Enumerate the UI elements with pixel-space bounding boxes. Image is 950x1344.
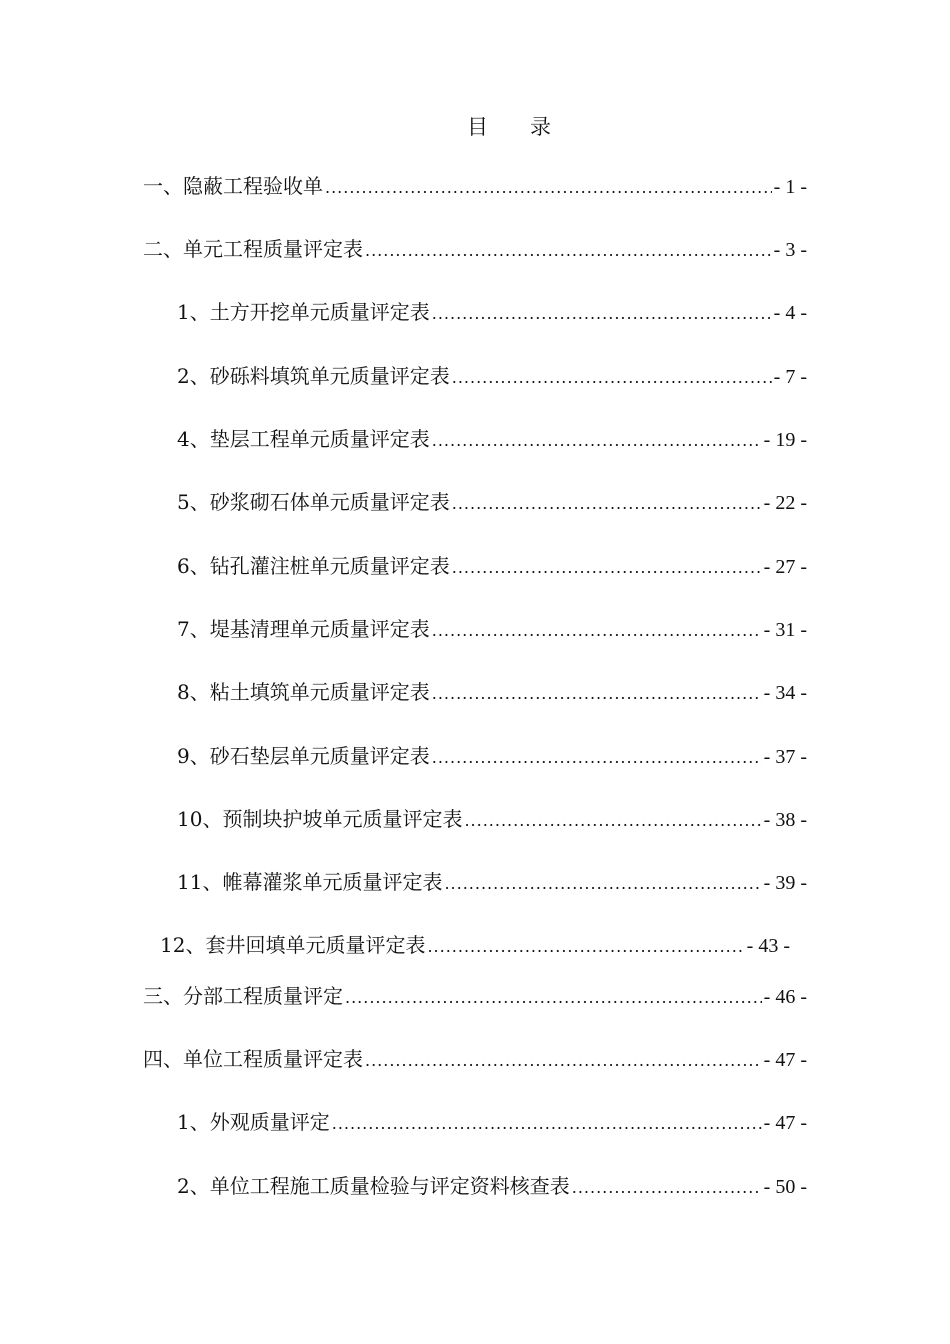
toc-entry-page: - 27 - — [763, 556, 807, 578]
toc-entry-label: 9、砂石垫层单元质量评定表 — [177, 744, 430, 768]
dot-leader — [365, 237, 772, 265]
dot-leader — [432, 744, 762, 772]
dot-leader — [432, 427, 762, 455]
toc-entry-page: - 39 - — [763, 872, 807, 894]
toc-entry-label: 5、砂浆砌石体单元质量评定表 — [177, 490, 450, 514]
toc-entry[interactable] — [143, 982, 807, 1012]
page-title — [0, 111, 950, 141]
page-title-part-2: 录 — [530, 115, 553, 139]
toc-entry-page: - 47 - — [763, 1112, 807, 1134]
toc-entry[interactable] — [177, 362, 807, 392]
toc-entry[interactable] — [177, 742, 807, 772]
toc-entry-label: 三、分部工程质量评定 — [143, 984, 343, 1008]
toc-entry-page: - 4 - — [773, 302, 807, 324]
toc-entry[interactable] — [177, 805, 807, 835]
toc-entry-label: 8、粘土填筑单元质量评定表 — [177, 680, 430, 704]
dot-leader — [332, 1110, 762, 1138]
toc-entry-page: - 46 - — [763, 986, 807, 1008]
toc-entry[interactable] — [143, 1045, 807, 1075]
page-title-part-1: 目 — [467, 115, 490, 139]
toc-entry-label: 11、帷幕灌浆单元质量评定表 — [177, 870, 443, 894]
toc-entry-page: - 50 - — [763, 1176, 807, 1198]
dot-leader — [452, 490, 762, 518]
toc-entry-page: - 34 - — [763, 682, 807, 704]
toc-entry-page: - 37 - — [763, 746, 807, 768]
toc-entry[interactable] — [177, 615, 807, 645]
toc-entry[interactable] — [177, 1172, 807, 1202]
toc-entry[interactable] — [177, 425, 807, 455]
toc-entry-label: 1、外观质量评定 — [177, 1110, 330, 1134]
toc-entry[interactable] — [177, 678, 807, 708]
toc-entry[interactable] — [160, 931, 790, 961]
toc-entry-label: 1、土方开挖单元质量评定表 — [177, 300, 430, 324]
dot-leader — [452, 364, 772, 392]
toc-entry-page: - 19 - — [763, 429, 807, 451]
toc-entry[interactable] — [143, 172, 807, 202]
toc-entry-page: - 3 - — [773, 239, 807, 261]
toc-entry-label: 6、钻孔灌注桩单元质量评定表 — [177, 554, 450, 578]
toc-entry[interactable] — [177, 298, 807, 328]
toc-entry-page: - 7 - — [773, 366, 807, 388]
toc-entry-page: - 22 - — [763, 492, 807, 514]
toc-entry[interactable] — [143, 235, 807, 265]
toc-entry-label: 4、垫层工程单元质量评定表 — [177, 427, 430, 451]
dot-leader — [432, 617, 762, 645]
toc-entry-label: 四、单位工程质量评定表 — [143, 1047, 363, 1071]
toc-entry-label: 2、砂砾料填筑单元质量评定表 — [177, 364, 450, 388]
dot-leader — [427, 933, 744, 961]
dot-leader — [432, 680, 762, 708]
toc-entry[interactable] — [177, 552, 807, 582]
toc-entry-label: 12、套井回填单元质量评定表 — [160, 933, 426, 957]
toc-entry[interactable] — [177, 488, 807, 518]
toc-entry-page: - 43 - — [746, 935, 790, 957]
toc-entry[interactable] — [177, 868, 807, 898]
toc-entry-label: 7、堤基清理单元质量评定表 — [177, 617, 430, 641]
toc-entry[interactable] — [177, 1108, 807, 1138]
toc-entry-page: - 38 - — [763, 809, 807, 831]
toc-entry-label: 2、单位工程施工质量检验与评定资料核查表 — [177, 1174, 570, 1198]
dot-leader — [452, 554, 762, 582]
dot-leader — [345, 984, 762, 1012]
toc-entry-label: 一、隐蔽工程验收单 — [143, 174, 323, 198]
dot-leader — [325, 174, 772, 202]
toc-entry-page: - 47 - — [763, 1049, 807, 1071]
dot-leader — [432, 300, 772, 328]
toc-entry-page: - 31 - — [763, 619, 807, 641]
dot-leader — [572, 1174, 762, 1202]
dot-leader — [444, 870, 761, 898]
toc-entry-label: 二、单元工程质量评定表 — [143, 237, 363, 261]
toc-entry-page: - 1 - — [773, 176, 807, 198]
dot-leader — [365, 1047, 762, 1075]
toc-entry-label: 10、预制块护坡单元质量评定表 — [177, 807, 463, 831]
dot-leader — [464, 807, 761, 835]
